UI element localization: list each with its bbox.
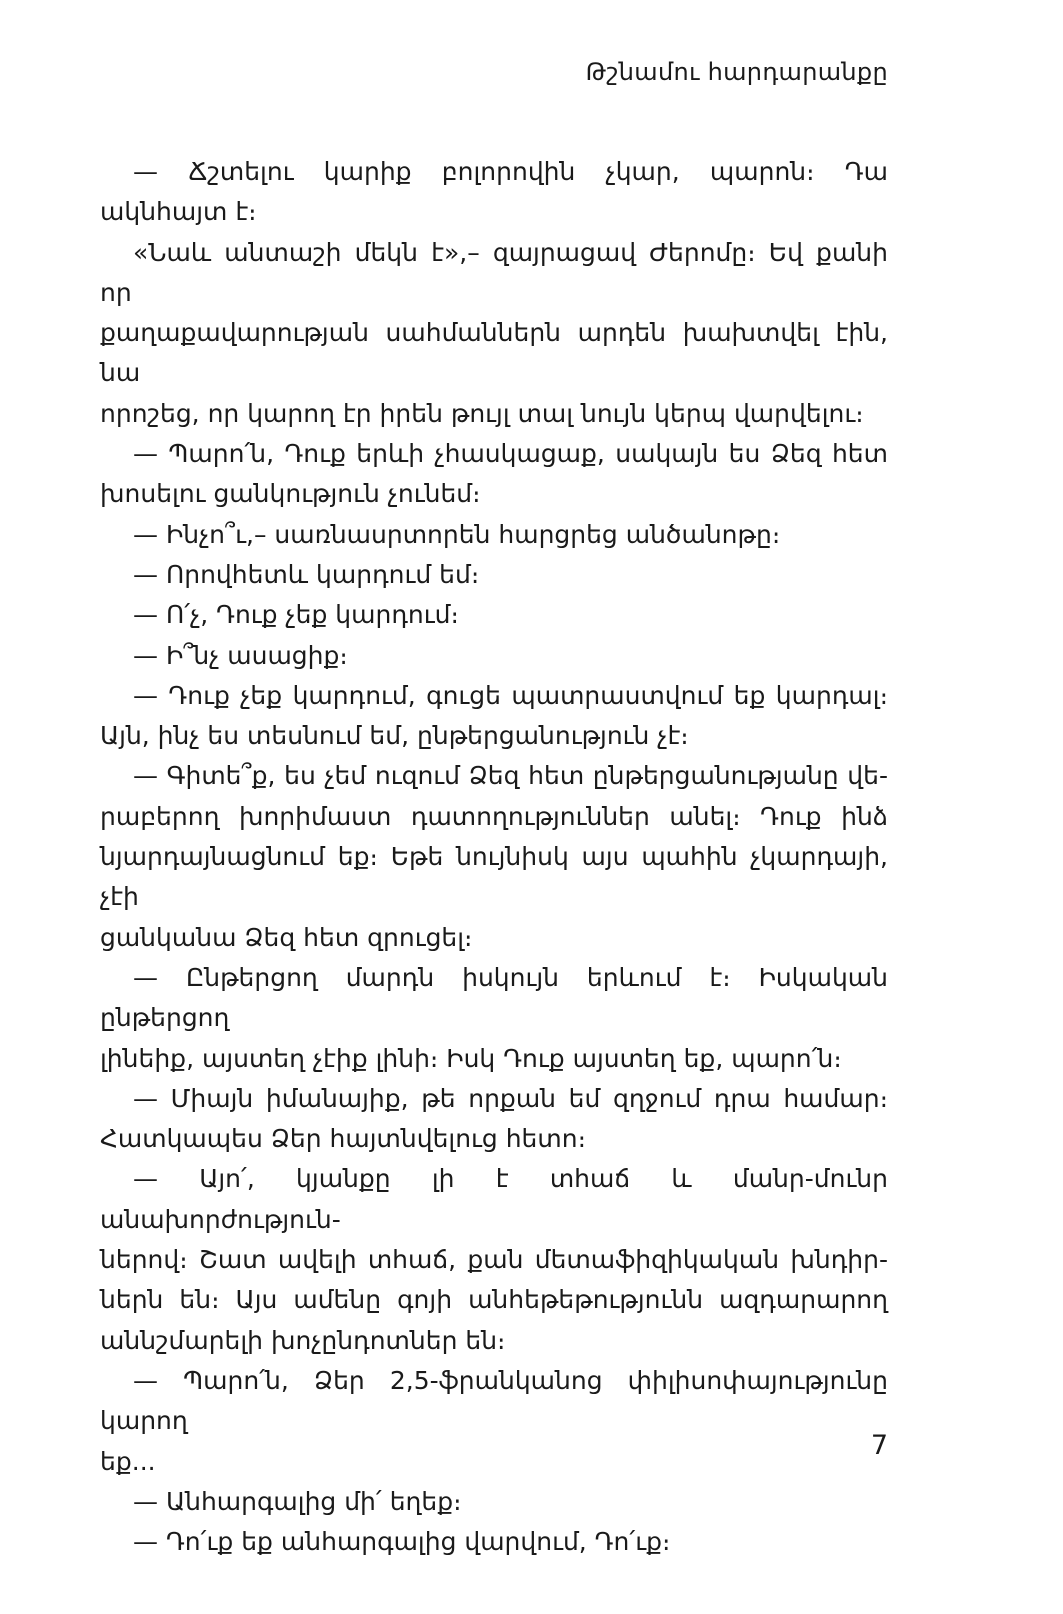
text-line: եք... [100,1446,156,1476]
paragraph [100,515,888,555]
text-line: — Դո՛ւք եք անհարգալից վարվում, Դո՛ւք։ [133,1527,671,1557]
text-line: — Այո՛, կյանքը լի է տհաճ և մանր-մունր անախորժություն- [100,1164,888,1234]
text-line: քաղաքավարության սահմաններն արդեն խախտվել էին, նա [100,318,888,388]
body-text [100,152,888,1562]
paragraph [100,636,888,676]
text-line: — Անհարգալից մի՛ եղեք։ [133,1486,462,1516]
text-line: — Ո՛չ, Դուք չեք կարդում։ [133,600,459,630]
paragraph [100,233,888,434]
paragraph [100,1079,888,1160]
text-line: — Միայն իմանայիք, թե որքան եմ զղջում դրա համար։ [133,1083,888,1113]
running-head: Թշնամու հարդարանքը [585,58,888,86]
text-line: — Պարո՛ն, Դուք երևի չհասկացաք, սակայն ես Ձեզ հետ [133,439,888,469]
paragraph [100,555,888,595]
paragraph [100,958,888,1079]
text-line: — Ընթերցող մարդն իսկույն երևում է։ Իսկական ընթերցող [100,962,888,1033]
text-line: ցանկանա Ձեզ հետ զրուցել։ [100,922,473,952]
text-line: որոշեց, որ կարող էր իրեն թույլ տալ նույն կերպ վարվելու։ [100,398,864,428]
paragraph [100,152,888,233]
text-line: ներն են։ Այս ամենը գոյի անհեթեթությունն ազդարարող [100,1285,888,1315]
paragraph [100,756,888,957]
paragraph [100,676,888,757]
text-line: լինեիք, այստեղ չէիք լինի։ Իսկ Դուք այստեղ եք, պարո՛ն։ [100,1043,842,1073]
paragraph [100,1522,888,1562]
text-line: — Ինչո՞ւ,– սառնասրտորեն հարցրեց անծանոթը։ [133,519,781,549]
page-number: 7 [870,1430,888,1461]
text-line: — Ճշտելու կարիք բոլորովին չկար, պարոն։ Դա ակնհայտ է։ [100,157,888,227]
paragraph [100,434,888,515]
paragraph [100,595,888,635]
text-line: Այն, ինչ ես տեսնում եմ, ընթերցանություն չէ։ [100,721,689,751]
text-line: աննշմարելի խոչընդոտներ են։ [100,1325,506,1355]
text-line: Հատկապես Ձեր հայտնվելուց հետո։ [100,1124,586,1154]
text-line: — Գիտե՞ք, ես չեմ ուզում Ձեզ հետ ընթերցանությանը վե- [133,761,888,791]
text-line: ներով։ Շատ ավելի տհաճ, քան մետաֆիզիկական խնդիր- [100,1245,888,1275]
text-line: րաբերող խորիմաստ դատողություններ անել։ Դուք ինձ [100,801,888,831]
paragraph [100,1361,888,1482]
text-line: — Ի՞նչ ասացիք։ [133,640,348,670]
text-line: նյարդայնացնում եք։ Եթե նույնիսկ այս պահին չկարդայի, չէի [100,842,888,912]
text-line: խոսելու ցանկություն չունեմ։ [100,479,481,509]
text-line: — Որովհետև կարդում եմ։ [133,559,480,589]
text-line: — Դուք չեք կարդում, գուցե պատրաստվում եք կարդալ։ [133,680,888,710]
text-line: — Պարո՛ն, Ձեր 2,5-ֆրանկանոց փիլիսոփայությունը կարող [100,1365,888,1436]
text-line: «Նաև անտաշի մեկն է»,– զայրացավ Ժերոմը։ Եվ քանի որ [100,237,888,307]
paragraph [100,1159,888,1360]
paragraph [100,1482,888,1522]
